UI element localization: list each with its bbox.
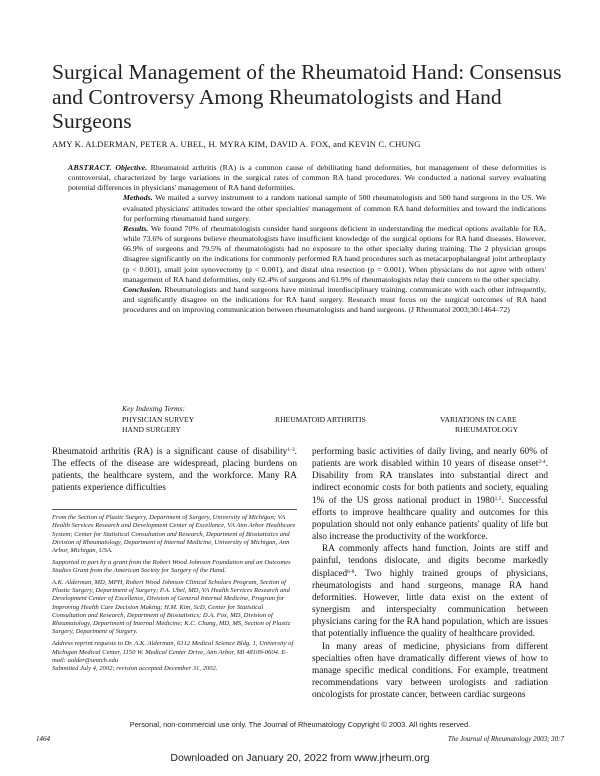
body-left-column [52,446,297,495]
body-text: . The effects of the disease are widespread, placing burdens on patients, the healthcare system, and the workforce. Many RA patients experience difficulties [52,447,297,494]
footnote-divider [52,509,297,510]
methods-text: We mailed a survey instrument to a random national sample of 500 rheumatologists and 500 hand surgeons in the US. We evaluated physicians' attitudes toward the other specialties' management of common RA hand deformities and toward the indications for performing rheumatoid hand surgery. [123,193,546,223]
citation: 1,5 [494,495,502,502]
abstract-objective [68,163,546,193]
affiliation-note: From the Section of Plastic Surgery, Department of Surgery, University of Michigan; VA Health Services Research and Development Center of Excellence, VA Ann Arbor Healthcare System; Center for Statistical Consultation and Research, Department of Biostatistics and Division of Rheumatology, Department of Internal Medicine, University of Michigan, Ann Arbor, Michigan, USA. [52,514,296,554]
abstract-results [68,224,546,285]
results-heading: Results. [123,223,149,233]
objective-heading: Objective. [115,163,148,172]
body-text: . Disability from RA translates into substantial direct and indirect economic costs for both patients and society, equaling 1% of the US gross national product in 1980 [312,459,548,506]
author-list: AMY K. ALDERMAN, PETER A. UBEL, H. MYRA KIM, DAVID A. FOX, and KEVIN C. CHUNG [52,139,421,149]
keyword: HAND SURGERY [122,425,181,434]
body-paragraph: In many areas of medicine, physicians from different specialties often have dramatically different views of how to manage specific medical conditions. For example, treatment recommendations vary between urologists and radiation oncologists for prostate cancer, between cardiac surgeons [312,641,548,701]
keyword: PHYSICIAN SURVEY [122,415,195,424]
article-title: Surgical Management of the Rheumatoid Hand: Consensus and Controversy Among Rheumatologists and Hand Surgeons [52,60,562,133]
support-note: Supported in part by a grant from the Robert Wood Johnson Foundation and an Outcomes Studies Grant from the American Society for Surgery of the Hand. [52,558,291,575]
body-text: performing basic activities of daily living, and nearly 60% of patients are work disabled within 10 years of disease onset [312,447,548,470]
body-right-column [312,446,548,701]
keywords-title: Key Indexing Terms: [122,404,185,413]
keyword: RHEUMATOLOGY [455,425,519,434]
abstract [68,163,546,315]
methods-heading: Methods. [123,193,153,203]
objective-text: Rheumatoid arthritis (RA) is a common cause of debilitating hand deformities, but management of these deformities is controversial, characterized by large variations in the surgical rates of common RA hand procedures. We conducted a national survey evaluating potential differences in physicians' management of RA hand deformities. [68,163,547,193]
journal-citation: The Journal of Rheumatology 2003; 30:7 [447,735,564,743]
authors-note: A.K. Alderman, MD, MPH, Robert Wood Johnson Clinical Scholars Program, Section of Plastic Surgery, Department of Surgery; P.A. Ubel, MD, VA Health Services Research and Development Center of Excellence, Division of General Internal Medicine, Program for Improving Health Care Decision Making; H.M. Kim, ScD, Center for Statistical Consultation and Research, Department of Biostatistics; D.A. Fox, MD, Division of Rheumatology, Department of Internal Medicine; K.C. Chung, MD, MS, Section of Plastic Surgery, Department of Surgery. [52,578,291,636]
citation: 6-8 [347,568,355,575]
body-paragraph [312,446,548,543]
body-text: . Successful efforts to improve healthcare quality and outcomes for this population should not only enhance patients' quality of life but also increase the productivity of the workforce. [312,495,548,543]
body-text: . Two highly trained groups of physicians, rheumatologists and hand surgeons, manage RA hand deformities. However, little data exist on the extent of synergism and interspecialty communication between physicians caring for the RA hand population, which are issues that potentially influence the quality of healthcare provided. [312,568,548,640]
conclusion-heading: Conclusion. [123,284,162,294]
keyword: VARIATIONS IN CARE [440,415,517,424]
page-number: 1464 [36,735,50,743]
results-text: We found 70% of rheumatologists consider hand surgeons deficient in understanding the medical options available for RA, while 73.6% of surgeons believe rheumatologists have insufficient knowledge of the surgical options for RA hand diseases. However, 66.9% of surgeons and 79.5% of rheumatologists had no exposure to the other specialty during training. The 2 physician groups disagree significantly on the indications for commonly performed RA hand procedures such as metacarpophalangeal joint arthroplasty (p < 0.001), small joint synovectomy (p < 0.001), and distal ulna resection (p = 0.001). When physicians do not agree with others' management of RA hand deformities, only 62.4% of surgeons and 61.9% of rheumatologists relay their concern to the other specialty. [123,223,547,284]
body-paragraph [312,543,548,640]
body-text: RA commonly affects hand function. Joints are stiff and painful, tendons dislocate, and digits become markedly displaced [312,544,548,579]
reprints-note: Address reprint requests to Dr. A.K. Alderman, 6312 Medical Science Bldg. 1, University of Michigan Medical Center, 1150 W. Medical Center Drive, Ann Arbor, MI 48109-0604. E-mail: aalder@umich.edu [52,640,294,664]
abstract-label: ABSTRACT. [68,163,112,172]
copyright-notice: Personal, non-commercial use only. The Journal of Rheumatology Copyright © 2003. All rights reserved. [129,720,471,729]
submission-note: Submitted July 4, 2002; revision accepted December 31, 2002. [52,665,218,673]
citation: 1-3 [287,447,295,453]
conclusion-text: Rheumatologists and hand surgeons have minimal interdisciplinary training, communicate with each other infrequently, and significantly disagree on the indications for RA hand surgery. Research must focus on the surgical outcomes of RA hand procedures and on improving communication between rheumatologists and hand surgeons. (J Rheumatol 2003;30:1464–72) [123,284,546,315]
citation: 2-4 [538,459,546,466]
download-notice: Downloaded on January 20, 2022 from www.jrheum.org [170,752,430,764]
abstract-methods [68,193,546,223]
abstract-conclusion [68,285,546,315]
footnotes [52,514,297,677]
keyword: RHEUMATOID ARTHRITIS [275,415,366,424]
body-text: Rheumatoid arthritis (RA) is a significant cause of disability [52,447,288,457]
body-paragraph [52,446,297,495]
